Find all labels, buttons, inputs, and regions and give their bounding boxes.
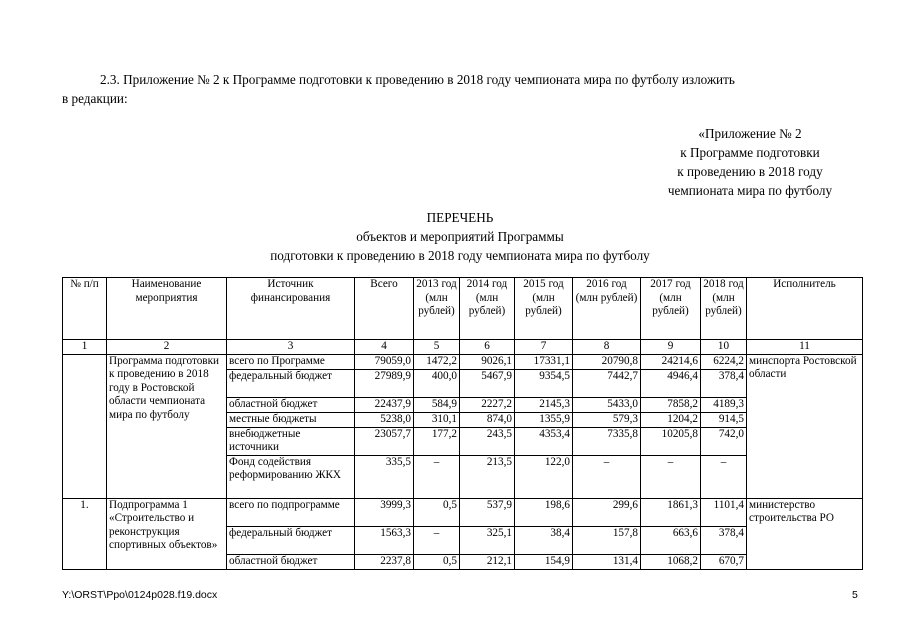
intro-line-1: 2.3. Приложение № 2 к Программе подготовки к проведению в 2018 году чемпионата мира по футболу изложить (100, 72, 735, 87)
y2018-cell: 6224,2 (701, 354, 747, 369)
source-cell: всего по подпрограмме (227, 498, 355, 526)
y2018-cell: 742,0 (701, 427, 747, 455)
header-source: Источник финансирования (227, 278, 355, 340)
y2018-cell: 670,7 (701, 554, 747, 569)
y2014-cell: 9026,1 (460, 354, 515, 369)
header-2016: 2016 год (млн рублей) (573, 278, 641, 340)
col-number: 4 (355, 340, 414, 355)
y2018-cell: 914,5 (701, 412, 747, 427)
title-line-3: подготовки к проведению в 2018 году чемпионата мира по футболу (270, 248, 650, 263)
total-cell: 22437,9 (355, 397, 414, 412)
appendix-heading (610, 124, 890, 200)
source-cell: областной бюджет (227, 554, 355, 569)
y2015-cell: 154,9 (515, 554, 573, 569)
row-num (63, 354, 107, 498)
header-num: № п/п (63, 278, 107, 340)
column-number-row (63, 340, 863, 355)
y2015-cell: 17331,1 (515, 354, 573, 369)
col-number: 5 (414, 340, 460, 355)
executor-cell: минспорта Ростовской области (747, 354, 863, 498)
header-2017: 2017 год (млн рублей) (641, 278, 701, 340)
col-number: 6 (460, 340, 515, 355)
y2014-cell: 243,5 (460, 427, 515, 455)
total-cell: 335,5 (355, 455, 414, 498)
total-cell: 1563,3 (355, 526, 414, 554)
measures-table (62, 277, 863, 570)
y2016-cell: 20790,8 (573, 354, 641, 369)
source-cell: областной бюджет (227, 397, 355, 412)
total-cell: 23057,7 (355, 427, 414, 455)
col-number: 10 (701, 340, 747, 355)
page-number: 5 (852, 589, 858, 601)
header-row (63, 278, 863, 340)
header-2015: 2015 год (млн рублей) (515, 278, 573, 340)
y2013-cell: 0,5 (414, 498, 460, 526)
source-cell: внебюджетные источники (227, 427, 355, 455)
total-cell: 27989,9 (355, 369, 414, 397)
source-cell: федеральный бюджет (227, 526, 355, 554)
source-cell: всего по Программе (227, 354, 355, 369)
y2017-cell: 1204,2 (641, 412, 701, 427)
y2016-cell: 579,3 (573, 412, 641, 427)
y2013-cell: – (414, 526, 460, 554)
source-cell: федеральный бюджет (227, 369, 355, 397)
y2016-cell: 299,6 (573, 498, 641, 526)
y2017-cell: 10205,8 (641, 427, 701, 455)
y2013-cell: 1472,2 (414, 354, 460, 369)
y2014-cell: 874,0 (460, 412, 515, 427)
y2018-cell: – (701, 455, 747, 498)
y2014-cell: 537,9 (460, 498, 515, 526)
table-row (63, 498, 863, 526)
appendix-line-1: «Приложение № 2 (698, 126, 802, 141)
source-cell: местные бюджеты (227, 412, 355, 427)
y2016-cell: – (573, 455, 641, 498)
col-number: 1 (63, 340, 107, 355)
y2016-cell: 7442,7 (573, 369, 641, 397)
col-number: 7 (515, 340, 573, 355)
y2013-cell: – (414, 455, 460, 498)
header-2014: 2014 год (млн рублей) (460, 278, 515, 340)
y2017-cell: 1068,2 (641, 554, 701, 569)
y2016-cell: 157,8 (573, 526, 641, 554)
y2013-cell: 0,5 (414, 554, 460, 569)
col-number: 3 (227, 340, 355, 355)
y2014-cell: 5467,9 (460, 369, 515, 397)
y2017-cell: 7858,2 (641, 397, 701, 412)
y2015-cell: 198,6 (515, 498, 573, 526)
header-2018: 2018 год (млн рублей) (701, 278, 747, 340)
header-2013: 2013 год (млн рублей) (414, 278, 460, 340)
y2016-cell: 131,4 (573, 554, 641, 569)
executor-cell: министерство строительства РО (747, 498, 863, 569)
col-number: 8 (573, 340, 641, 355)
y2015-cell: 4353,4 (515, 427, 573, 455)
total-cell: 3999,3 (355, 498, 414, 526)
y2016-cell: 7335,8 (573, 427, 641, 455)
y2017-cell: 1861,3 (641, 498, 701, 526)
y2014-cell: 213,5 (460, 455, 515, 498)
appendix-line-4: чемпионата мира по футболу (667, 183, 833, 198)
y2015-cell: 2145,3 (515, 397, 573, 412)
y2018-cell: 378,4 (701, 526, 747, 554)
y2013-cell: 310,1 (414, 412, 460, 427)
source-cell: Фонд содействия реформированию ЖКХ (227, 455, 355, 498)
col-number: 9 (641, 340, 701, 355)
intro-line-2: в редакции: (62, 91, 128, 106)
title-line-1: ПЕРЕЧЕНЬ (426, 210, 494, 225)
intro-paragraph (62, 70, 860, 108)
y2013-cell: 584,9 (414, 397, 460, 412)
y2017-cell: 663,6 (641, 526, 701, 554)
y2018-cell: 1101,4 (701, 498, 747, 526)
total-cell: 79059,0 (355, 354, 414, 369)
header-total: Всего (355, 278, 414, 340)
appendix-line-3: к проведению в 2018 году (677, 164, 823, 179)
y2017-cell: 4946,4 (641, 369, 701, 397)
y2013-cell: 177,2 (414, 427, 460, 455)
y2015-cell: 38,4 (515, 526, 573, 554)
y2015-cell: 1355,9 (515, 412, 573, 427)
y2014-cell: 325,1 (460, 526, 515, 554)
table-row (63, 354, 863, 369)
y2017-cell: 24214,6 (641, 354, 701, 369)
header-executor: Исполнитель (747, 278, 863, 340)
y2017-cell: – (641, 455, 701, 498)
total-cell: 5238,0 (355, 412, 414, 427)
title-line-2: объектов и мероприятий Программы (356, 229, 564, 244)
total-cell: 2237,8 (355, 554, 414, 569)
y2018-cell: 4189,3 (701, 397, 747, 412)
y2014-cell: 212,1 (460, 554, 515, 569)
y2014-cell: 2227,2 (460, 397, 515, 412)
measure-name: Программа подготовки к проведению в 2018 году в Ростовской области чемпионата мира по футболу (107, 354, 227, 498)
y2013-cell: 400,0 (414, 369, 460, 397)
y2015-cell: 122,0 (515, 455, 573, 498)
col-number: 11 (747, 340, 863, 355)
y2018-cell: 378,4 (701, 369, 747, 397)
header-name: Наименование мероприятия (107, 278, 227, 340)
y2015-cell: 9354,5 (515, 369, 573, 397)
measure-name: Подпрограмма 1 «Строительство и реконструкция спортивных объектов» (107, 498, 227, 569)
file-path: Y:\ORST\Ppo\0124p028.f19.docx (62, 589, 218, 601)
list-title (160, 208, 760, 265)
row-num: 1. (63, 498, 107, 569)
y2016-cell: 5433,0 (573, 397, 641, 412)
col-number: 2 (107, 340, 227, 355)
appendix-line-2: к Программе подготовки (680, 145, 820, 160)
